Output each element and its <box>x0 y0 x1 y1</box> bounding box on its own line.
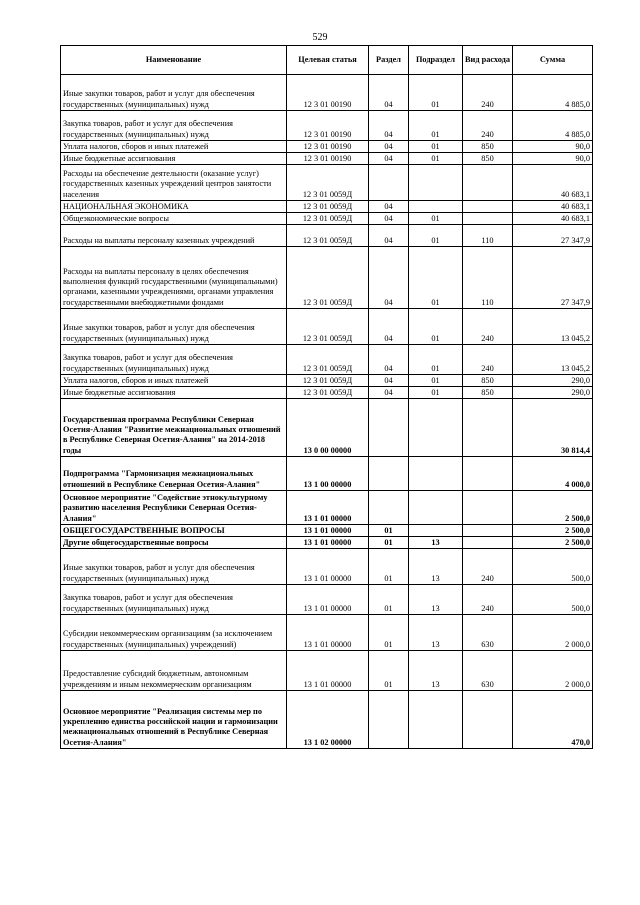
row-target-cell: 13 1 01 00000 <box>287 537 369 549</box>
row-type-cell <box>463 213 513 225</box>
row-target-cell: 13 1 01 00000 <box>287 525 369 537</box>
table-body <box>61 75 593 749</box>
row-section-cell <box>369 399 409 457</box>
row-sum-cell: 2 500,0 <box>513 525 593 537</box>
row-type-cell: 240 <box>463 345 513 375</box>
row-type-cell <box>463 691 513 749</box>
header-name: Наименование <box>61 46 287 75</box>
row-section-cell: 04 <box>369 75 409 111</box>
table-row <box>61 525 593 537</box>
row-section-cell <box>369 691 409 749</box>
row-target-cell: 12 3 01 00190 <box>287 153 369 165</box>
table-row <box>61 345 593 375</box>
row-sum-cell: 2 000,0 <box>513 651 593 691</box>
row-target-cell: 13 1 01 00000 <box>287 549 369 585</box>
row-type-cell <box>463 537 513 549</box>
row-subsection-cell: 01 <box>409 225 463 247</box>
row-type-cell: 240 <box>463 585 513 615</box>
header-subsection: Подраздел <box>409 46 463 75</box>
row-target-cell: 13 1 01 00000 <box>287 585 369 615</box>
row-sum-cell: 2 500,0 <box>513 537 593 549</box>
row-target-cell: 13 1 01 00000 <box>287 615 369 651</box>
row-sum-cell: 40 683,1 <box>513 165 593 201</box>
row-name-cell: НАЦИОНАЛЬНАЯ ЭКОНОМИКА <box>61 201 287 213</box>
row-type-cell: 110 <box>463 247 513 309</box>
row-type-cell: 850 <box>463 375 513 387</box>
row-name-cell: Основное мероприятие "Реализация системы мер по укреплению единства российской нации и гармонизации межнациональных отношений в Республике Северная Осетия-Алания" <box>61 691 287 749</box>
row-type-cell: 850 <box>463 153 513 165</box>
row-subsection-cell: 01 <box>409 345 463 375</box>
row-section-cell: 04 <box>369 141 409 153</box>
row-target-cell: 12 3 01 0059Д <box>287 345 369 375</box>
row-name-cell: Закупка товаров, работ и услуг для обеспечения государственных (муниципальных) нужд <box>61 585 287 615</box>
row-section-cell: 01 <box>369 537 409 549</box>
table-row <box>61 375 593 387</box>
row-type-cell <box>463 525 513 537</box>
table-row <box>61 651 593 691</box>
row-subsection-cell: 01 <box>409 75 463 111</box>
table-row <box>61 691 593 749</box>
row-type-cell <box>463 399 513 457</box>
row-sum-cell: 290,0 <box>513 387 593 399</box>
row-sum-cell: 27 347,9 <box>513 225 593 247</box>
row-sum-cell: 13 045,2 <box>513 345 593 375</box>
row-sum-cell: 500,0 <box>513 549 593 585</box>
row-type-cell <box>463 457 513 491</box>
row-subsection-cell: 01 <box>409 141 463 153</box>
table-row <box>61 399 593 457</box>
row-type-cell: 630 <box>463 651 513 691</box>
row-name-cell: Иные закупки товаров, работ и услуг для обеспечения государственных (муниципальных) нужд <box>61 549 287 585</box>
row-target-cell: 13 1 01 00000 <box>287 651 369 691</box>
row-section-cell: 04 <box>369 345 409 375</box>
row-sum-cell: 290,0 <box>513 375 593 387</box>
row-subsection-cell: 13 <box>409 651 463 691</box>
table-row <box>61 165 593 201</box>
row-section-cell: 04 <box>369 309 409 345</box>
row-section-cell <box>369 491 409 525</box>
header-sum: Сумма <box>513 46 593 75</box>
row-name-cell: Расходы на выплаты персоналу в целях обеспечения выполнения функций государственными (муниципальными) органами, казенными учреждениями, органами управления государственными внебюджетными фондами <box>61 247 287 309</box>
row-subsection-cell: 13 <box>409 585 463 615</box>
row-section-cell: 01 <box>369 585 409 615</box>
row-name-cell: Государственная программа Республики Северная Осетия-Алания "Развитие межнациональных отношений в Республике Северная Осетия-Алания" на 2014-2018 годы <box>61 399 287 457</box>
row-name-cell: Иные бюджетные ассигнования <box>61 153 287 165</box>
row-section-cell: 04 <box>369 375 409 387</box>
row-name-cell: Иные бюджетные ассигнования <box>61 387 287 399</box>
row-subsection-cell: 13 <box>409 537 463 549</box>
table-row <box>61 491 593 525</box>
row-sum-cell: 2 000,0 <box>513 615 593 651</box>
row-subsection-cell: 01 <box>409 213 463 225</box>
row-name-cell: Расходы на выплаты персоналу казенных учреждений <box>61 225 287 247</box>
row-target-cell: 12 3 01 0059Д <box>287 201 369 213</box>
row-type-cell: 240 <box>463 309 513 345</box>
row-sum-cell: 470,0 <box>513 691 593 749</box>
row-subsection-cell: 13 <box>409 549 463 585</box>
row-sum-cell: 13 045,2 <box>513 309 593 345</box>
row-target-cell: 12 3 01 0059Д <box>287 387 369 399</box>
row-section-cell: 04 <box>369 225 409 247</box>
row-name-cell: Уплата налогов, сборов и иных платежей <box>61 141 287 153</box>
row-type-cell: 630 <box>463 615 513 651</box>
row-section-cell: 04 <box>369 213 409 225</box>
row-type-cell: 240 <box>463 75 513 111</box>
row-target-cell: 13 1 02 00000 <box>287 691 369 749</box>
row-name-cell: Иные закупки товаров, работ и услуг для обеспечения государственных (муниципальных) нужд <box>61 75 287 111</box>
row-name-cell: Иные закупки товаров, работ и услуг для обеспечения государственных (муниципальных) нужд <box>61 309 287 345</box>
row-target-cell: 12 3 01 0059Д <box>287 309 369 345</box>
table-row <box>61 213 593 225</box>
table-row <box>61 585 593 615</box>
row-subsection-cell <box>409 399 463 457</box>
row-sum-cell: 90,0 <box>513 153 593 165</box>
row-subsection-cell <box>409 201 463 213</box>
row-sum-cell: 4 885,0 <box>513 75 593 111</box>
row-section-cell: 04 <box>369 153 409 165</box>
row-type-cell: 850 <box>463 387 513 399</box>
row-section-cell: 04 <box>369 111 409 141</box>
row-name-cell: Субсидии некоммерческим организациям (за исключением государственных (муниципальных) учреждений) <box>61 615 287 651</box>
row-subsection-cell: 01 <box>409 387 463 399</box>
row-name-cell: Предоставление субсидий бюджетным, автономным учреждениям и иным некоммерческим организациям <box>61 651 287 691</box>
row-sum-cell: 500,0 <box>513 585 593 615</box>
row-target-cell: 12 3 01 0059Д <box>287 375 369 387</box>
row-section-cell: 01 <box>369 615 409 651</box>
header-target: Целевая статья <box>287 46 369 75</box>
table-header-row <box>61 46 593 75</box>
row-name-cell: Общеэкономические вопросы <box>61 213 287 225</box>
page-number: 529 <box>312 32 328 43</box>
row-subsection-cell <box>409 491 463 525</box>
budget-table <box>60 45 593 749</box>
row-section-cell: 01 <box>369 651 409 691</box>
row-subsection-cell: 13 <box>409 615 463 651</box>
table-row <box>61 111 593 141</box>
row-sum-cell: 2 500,0 <box>513 491 593 525</box>
row-type-cell: 110 <box>463 225 513 247</box>
row-section-cell <box>369 457 409 491</box>
row-type-cell <box>463 491 513 525</box>
table-row <box>61 247 593 309</box>
row-subsection-cell: 01 <box>409 309 463 345</box>
row-section-cell: 04 <box>369 201 409 213</box>
row-target-cell: 13 1 01 00000 <box>287 491 369 525</box>
table-row <box>61 75 593 111</box>
row-subsection-cell: 01 <box>409 111 463 141</box>
row-name-cell: Основное мероприятие "Содействие этнокультурному развитию населения Республики Северная Осетия-Алания" <box>61 491 287 525</box>
row-target-cell: 12 3 01 0059Д <box>287 225 369 247</box>
table-row <box>61 153 593 165</box>
row-subsection-cell: 01 <box>409 153 463 165</box>
header-section: Раздел <box>369 46 409 75</box>
row-section-cell: 01 <box>369 525 409 537</box>
row-subsection-cell: 01 <box>409 247 463 309</box>
row-name-cell: Закупка товаров, работ и услуг для обеспечения государственных (муниципальных) нужд <box>61 345 287 375</box>
row-target-cell: 12 3 01 00190 <box>287 111 369 141</box>
table-row <box>61 201 593 213</box>
row-name-cell: ОБЩЕГОСУДАРСТВЕННЫЕ ВОПРОСЫ <box>61 525 287 537</box>
row-subsection-cell: 01 <box>409 375 463 387</box>
row-name-cell: Уплата налогов, сборов и иных платежей <box>61 375 287 387</box>
table-row <box>61 549 593 585</box>
row-section-cell <box>369 165 409 201</box>
row-target-cell: 12 3 01 0059Д <box>287 247 369 309</box>
row-type-cell: 240 <box>463 549 513 585</box>
table-row <box>61 309 593 345</box>
row-target-cell: 12 3 01 00190 <box>287 141 369 153</box>
row-sum-cell: 40 683,1 <box>513 201 593 213</box>
row-type-cell <box>463 165 513 201</box>
row-sum-cell: 30 814,4 <box>513 399 593 457</box>
row-sum-cell: 4 885,0 <box>513 111 593 141</box>
row-name-cell: Подпрограмма "Гармонизация межнациональных отношений в Республике Северная Осетия-Алания" <box>61 457 287 491</box>
row-sum-cell: 40 683,1 <box>513 213 593 225</box>
row-sum-cell: 27 347,9 <box>513 247 593 309</box>
row-type-cell <box>463 201 513 213</box>
table-row <box>61 615 593 651</box>
row-subsection-cell <box>409 691 463 749</box>
table-row <box>61 141 593 153</box>
row-subsection-cell <box>409 165 463 201</box>
row-target-cell: 12 3 01 00190 <box>287 75 369 111</box>
table-row <box>61 387 593 399</box>
row-section-cell: 04 <box>369 247 409 309</box>
row-target-cell: 12 3 01 0059Д <box>287 213 369 225</box>
row-target-cell: 12 3 01 0059Д <box>287 165 369 201</box>
table-row <box>61 225 593 247</box>
row-section-cell: 01 <box>369 549 409 585</box>
row-sum-cell: 4 000,0 <box>513 457 593 491</box>
row-type-cell: 240 <box>463 111 513 141</box>
row-target-cell: 13 1 00 00000 <box>287 457 369 491</box>
row-name-cell: Другие общегосударственные вопросы <box>61 537 287 549</box>
row-name-cell: Расходы на обеспечение деятельности (оказание услуг) государственных казенных учреждений центров занятости населения <box>61 165 287 201</box>
row-type-cell: 850 <box>463 141 513 153</box>
row-subsection-cell <box>409 525 463 537</box>
table-row <box>61 457 593 491</box>
row-subsection-cell <box>409 457 463 491</box>
table-row <box>61 537 593 549</box>
row-target-cell: 13 0 00 00000 <box>287 399 369 457</box>
header-type: Вид расхода <box>463 46 513 75</box>
row-name-cell: Закупка товаров, работ и услуг для обеспечения государственных (муниципальных) нужд <box>61 111 287 141</box>
row-sum-cell: 90,0 <box>513 141 593 153</box>
row-section-cell: 04 <box>369 387 409 399</box>
